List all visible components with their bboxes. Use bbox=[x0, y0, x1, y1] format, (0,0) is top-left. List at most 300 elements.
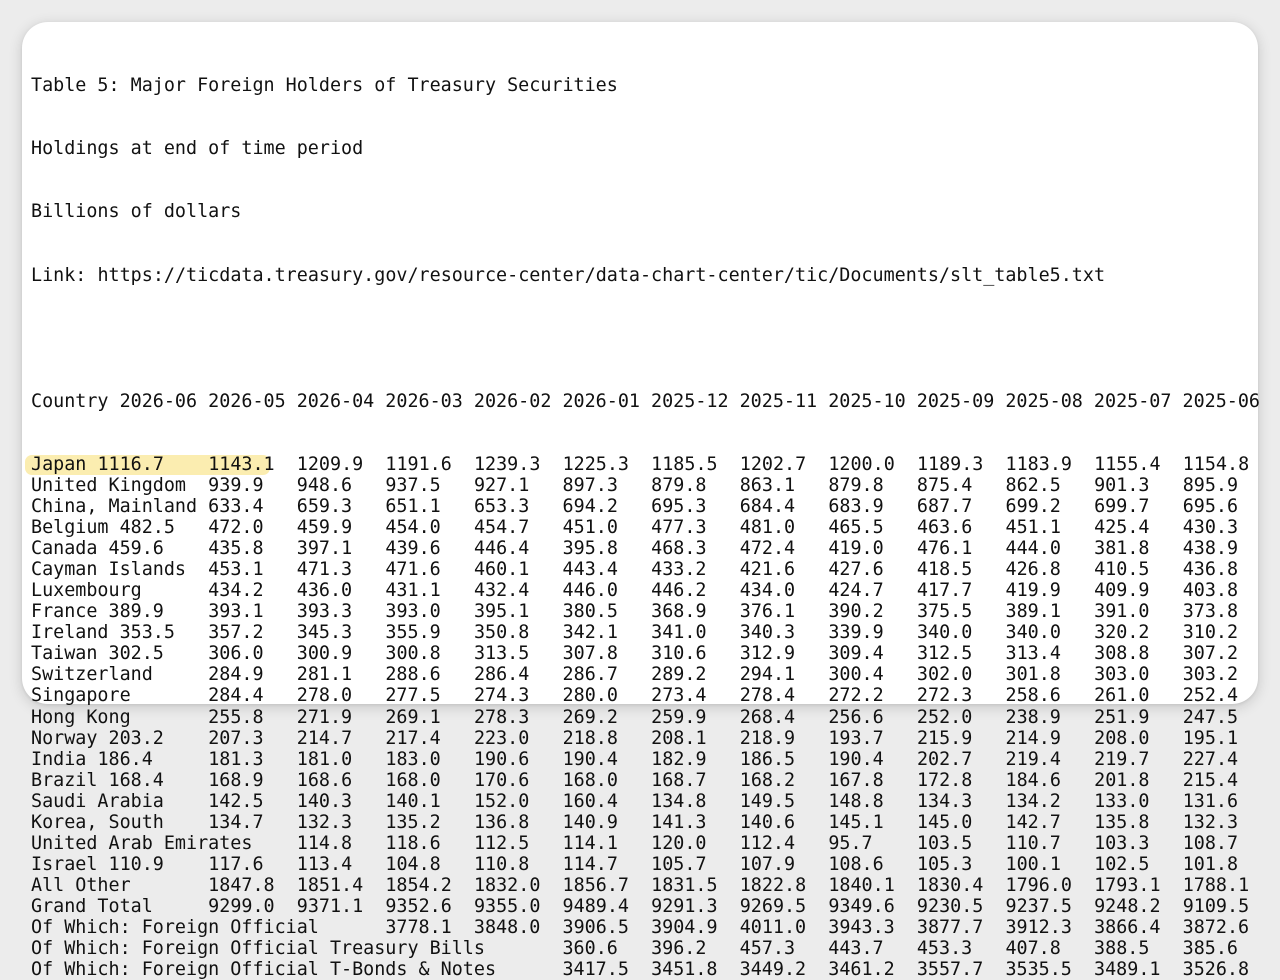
value-cell: 1143.1 bbox=[208, 453, 275, 475]
value-cell: 103.3 bbox=[1094, 832, 1150, 854]
table-body bbox=[31, 453, 1260, 980]
cell-gap bbox=[86, 454, 97, 475]
value-cell: 300.9 bbox=[296, 643, 353, 665]
value-cell: 1832.0 bbox=[473, 874, 541, 896]
cell-gap bbox=[983, 454, 1005, 475]
value-cell: 168.0 bbox=[385, 769, 441, 791]
value-cell: 190.6 bbox=[473, 748, 530, 770]
cell-gap bbox=[1150, 854, 1183, 875]
value-cell: 443.7 bbox=[828, 938, 884, 960]
value-cell: 117.6 bbox=[208, 853, 264, 875]
cell-gap bbox=[884, 728, 917, 749]
value-cell: 268.4 bbox=[739, 706, 796, 728]
cell-gap bbox=[972, 580, 1005, 601]
country-cell: Of Which: Foreign Official T-Bonds & Notes bbox=[31, 959, 497, 980]
value-cell: 937.5 bbox=[385, 474, 441, 496]
value-cell: 294.1 bbox=[739, 664, 796, 686]
value-cell: 152.0 bbox=[473, 790, 530, 812]
cell-gap bbox=[718, 917, 740, 938]
value-cell: 471.3 bbox=[296, 559, 353, 581]
cell-gap bbox=[972, 643, 1005, 664]
value-cell: 145.1 bbox=[828, 811, 884, 833]
cell-gap bbox=[352, 812, 385, 833]
value-cell: 134.3 bbox=[916, 790, 973, 812]
cell-gap bbox=[1061, 580, 1094, 601]
cell-gap bbox=[363, 896, 385, 917]
value-cell: 141.3 bbox=[651, 811, 707, 833]
value-cell: 1154.8 bbox=[1182, 453, 1250, 475]
cell-gap bbox=[1161, 454, 1183, 475]
value-cell: 433.2 bbox=[651, 559, 707, 581]
cell-gap bbox=[164, 601, 208, 622]
cell-gap bbox=[795, 517, 828, 538]
cell-gap bbox=[795, 622, 828, 643]
cell-gap bbox=[164, 854, 208, 875]
cell-gap bbox=[707, 538, 740, 559]
cell-gap bbox=[895, 959, 917, 980]
value-cell: 695.6 bbox=[1182, 496, 1239, 518]
value-cell: 274.3 bbox=[473, 685, 530, 707]
table-row bbox=[31, 833, 1260, 854]
cell-gap bbox=[164, 454, 208, 475]
value-cell: 308.8 bbox=[1094, 643, 1150, 665]
value-cell: 312.9 bbox=[739, 643, 796, 665]
value-cell: 195.1 bbox=[1182, 727, 1239, 749]
value-cell: 1191.6 bbox=[385, 453, 452, 475]
cell-gap bbox=[707, 812, 740, 833]
cell-gap bbox=[707, 496, 740, 517]
cell-gap bbox=[264, 538, 297, 559]
column-header-row bbox=[31, 391, 1260, 412]
cell-gap bbox=[972, 517, 1005, 538]
cell-gap bbox=[795, 580, 828, 601]
cell-gap bbox=[795, 538, 828, 559]
cell-gap bbox=[441, 833, 474, 854]
cell-gap bbox=[529, 475, 562, 496]
source-link[interactable]: https://ticdata.treasury.gov/resource-center/data-chart-center/tic/Documents/slt_table5.txt bbox=[97, 264, 1106, 286]
value-cell: 472.0 bbox=[208, 517, 264, 539]
value-cell: 424.7 bbox=[828, 580, 884, 602]
value-cell: 446.0 bbox=[562, 580, 618, 602]
value-cell: 306.0 bbox=[208, 643, 264, 665]
value-cell: 302.5 bbox=[108, 643, 164, 665]
cell-gap bbox=[264, 643, 297, 664]
value-cell: 342.1 bbox=[562, 622, 618, 644]
cell-gap bbox=[1149, 812, 1182, 833]
value-cell: 340.0 bbox=[916, 622, 973, 644]
value-cell: 9349.6 bbox=[828, 895, 895, 917]
cell-gap bbox=[352, 770, 385, 791]
cell-gap bbox=[1160, 959, 1182, 980]
cell-gap bbox=[873, 833, 917, 854]
cell-gap bbox=[441, 707, 474, 728]
value-cell: 426.8 bbox=[1005, 559, 1061, 581]
cell-gap bbox=[441, 664, 474, 685]
value-cell: 142.7 bbox=[1005, 811, 1061, 833]
cell-gap bbox=[441, 496, 474, 517]
value-cell: 393.0 bbox=[385, 601, 441, 623]
cell-gap bbox=[1150, 770, 1183, 791]
value-cell: 468.3 bbox=[651, 538, 707, 560]
cell-gap bbox=[629, 959, 651, 980]
value-cell: 385.6 bbox=[1182, 938, 1239, 960]
value-cell: 134.8 bbox=[651, 790, 707, 812]
cell-gap bbox=[1150, 643, 1183, 664]
cell-gap bbox=[618, 749, 651, 770]
value-cell: 107.9 bbox=[739, 853, 796, 875]
cell-gap bbox=[540, 917, 562, 938]
value-cell: 389.1 bbox=[1005, 601, 1061, 623]
cell-gap bbox=[197, 496, 208, 517]
cell-gap bbox=[97, 538, 108, 559]
table-row bbox=[31, 959, 1260, 980]
cell-gap bbox=[186, 559, 208, 580]
value-cell: 463.6 bbox=[916, 517, 973, 539]
cell-gap bbox=[629, 896, 651, 917]
value-cell: 1239.3 bbox=[473, 453, 541, 475]
cell-gap bbox=[97, 601, 108, 622]
value-cell: 1793.1 bbox=[1094, 874, 1161, 896]
value-cell: 863.1 bbox=[739, 474, 796, 496]
cell-gap bbox=[352, 517, 385, 538]
cell-gap bbox=[795, 770, 828, 791]
value-cell: 1856.7 bbox=[562, 874, 629, 896]
value-cell: 1831.5 bbox=[651, 874, 718, 896]
cell-gap bbox=[1150, 601, 1183, 622]
value-cell: 454.7 bbox=[473, 517, 530, 539]
cell-gap bbox=[795, 728, 828, 749]
value-cell: 219.4 bbox=[1005, 748, 1061, 770]
value-cell: 653.3 bbox=[473, 496, 530, 518]
value-cell: 465.5 bbox=[828, 517, 884, 539]
table-row bbox=[31, 559, 1260, 580]
cell-gap bbox=[352, 538, 385, 559]
cell-gap bbox=[795, 791, 828, 812]
cell-gap bbox=[884, 538, 917, 559]
cell-gap bbox=[1061, 559, 1094, 580]
cell-gap bbox=[352, 707, 385, 728]
value-cell: 393.3 bbox=[296, 601, 353, 623]
cell-gap bbox=[618, 496, 651, 517]
cell-gap bbox=[441, 622, 474, 643]
cell-gap bbox=[1061, 938, 1094, 959]
value-cell: 193.7 bbox=[828, 727, 884, 749]
cell-gap bbox=[264, 601, 297, 622]
cell-gap bbox=[972, 496, 1005, 517]
value-cell: 102.5 bbox=[1094, 853, 1150, 875]
cell-gap bbox=[707, 601, 740, 622]
value-cell: 948.6 bbox=[296, 474, 353, 496]
cell-gap bbox=[1149, 496, 1182, 517]
cell-gap bbox=[529, 496, 562, 517]
cell-gap bbox=[1061, 791, 1094, 812]
value-cell: 312.5 bbox=[916, 643, 973, 665]
value-cell: 4011.0 bbox=[739, 916, 807, 938]
cell-gap bbox=[441, 791, 474, 812]
cell-gap bbox=[618, 728, 651, 749]
value-cell: 460.1 bbox=[473, 559, 530, 581]
cell-gap bbox=[618, 622, 651, 643]
value-cell: 95.7 bbox=[828, 832, 873, 854]
value-cell: 202.7 bbox=[916, 748, 973, 770]
value-cell: 278.0 bbox=[296, 685, 353, 707]
cell-gap bbox=[164, 538, 208, 559]
cell-gap bbox=[795, 475, 828, 496]
value-cell: 1840.1 bbox=[828, 874, 895, 896]
cell-gap bbox=[972, 538, 1005, 559]
cell-gap bbox=[529, 601, 562, 622]
cell-gap bbox=[97, 728, 108, 749]
cell-gap bbox=[629, 917, 651, 938]
cell-gap bbox=[1061, 496, 1094, 517]
table-row bbox=[31, 538, 1260, 559]
value-cell: 9237.5 bbox=[1005, 895, 1072, 917]
country-cell: United Kingdom bbox=[31, 474, 187, 496]
country-cell: Grand Total bbox=[31, 895, 153, 917]
value-cell: 218.9 bbox=[739, 727, 796, 749]
cell-gap bbox=[441, 601, 474, 622]
value-cell: 375.5 bbox=[916, 601, 973, 623]
cell-gap bbox=[1149, 664, 1182, 685]
table-row bbox=[31, 854, 1260, 875]
value-cell: 3461.2 bbox=[828, 959, 895, 980]
cell-gap bbox=[452, 896, 474, 917]
value-cell: 459.6 bbox=[108, 538, 164, 560]
country-cell: Luxembourg bbox=[31, 580, 142, 602]
cell-gap bbox=[972, 833, 1005, 854]
value-cell: 208.1 bbox=[651, 727, 707, 749]
cell-gap bbox=[529, 854, 562, 875]
value-cell: 3451.8 bbox=[651, 959, 718, 980]
cell-gap bbox=[618, 854, 651, 875]
value-cell: 436.0 bbox=[296, 580, 353, 602]
value-cell: 168.2 bbox=[739, 769, 796, 791]
cell-gap bbox=[164, 770, 208, 791]
value-cell: 286.4 bbox=[473, 664, 530, 686]
value-cell: 875.4 bbox=[916, 474, 973, 496]
value-cell: 659.3 bbox=[296, 496, 353, 518]
cell-gap bbox=[1150, 622, 1183, 643]
cell-gap bbox=[795, 854, 828, 875]
column-header-text: Country 2026-06 2026-05 2026-04 2026-03 2026-02 2026-01 2025-12 2025-11 2025-10 2025-09 2025-08 2025-07 2025-06 bbox=[31, 390, 1261, 412]
value-cell: 3872.6 bbox=[1182, 916, 1250, 938]
value-cell: 181.0 bbox=[296, 748, 353, 770]
cell-gap bbox=[441, 475, 474, 496]
cell-gap bbox=[718, 875, 740, 896]
cell-gap bbox=[164, 728, 208, 749]
cell-gap bbox=[1149, 580, 1182, 601]
cell-gap bbox=[884, 812, 917, 833]
cell-gap bbox=[452, 454, 474, 475]
value-cell: 434.0 bbox=[739, 580, 796, 602]
value-cell: 3866.4 bbox=[1094, 916, 1161, 938]
value-cell: 168.9 bbox=[208, 769, 264, 791]
value-cell: 186.5 bbox=[739, 748, 796, 770]
value-cell: 9371.1 bbox=[296, 895, 364, 917]
value-cell: 901.3 bbox=[1094, 474, 1150, 496]
value-cell: 132.3 bbox=[296, 811, 353, 833]
value-cell: 436.8 bbox=[1182, 559, 1239, 581]
table-row bbox=[31, 475, 1260, 496]
cell-gap bbox=[529, 749, 562, 770]
cell-gap bbox=[1149, 707, 1182, 728]
link-label: Link: bbox=[31, 264, 87, 286]
value-cell: 247.5 bbox=[1182, 706, 1239, 728]
value-cell: 105.7 bbox=[651, 853, 707, 875]
value-cell: 148.8 bbox=[828, 790, 884, 812]
cell-gap bbox=[795, 707, 828, 728]
value-cell: 391.0 bbox=[1094, 601, 1150, 623]
cell-gap bbox=[186, 475, 208, 496]
value-cell: 217.4 bbox=[385, 727, 441, 749]
value-cell: 417.7 bbox=[916, 580, 973, 602]
value-cell: 457.3 bbox=[739, 938, 796, 960]
value-cell: 419.0 bbox=[828, 538, 884, 560]
cell-gap bbox=[707, 643, 740, 664]
cell-gap bbox=[352, 664, 385, 685]
value-cell: 140.3 bbox=[296, 790, 353, 812]
value-cell: 1854.2 bbox=[385, 874, 452, 896]
value-cell: 380.5 bbox=[562, 601, 618, 623]
value-cell: 471.6 bbox=[385, 559, 441, 581]
cell-gap bbox=[441, 749, 474, 770]
value-cell: 1116.7 bbox=[97, 453, 164, 475]
cell-gap bbox=[441, 770, 474, 791]
cell-gap bbox=[795, 664, 828, 685]
value-cell: 3449.2 bbox=[739, 959, 807, 980]
value-cell: 9489.4 bbox=[562, 895, 629, 917]
table-row bbox=[31, 664, 1260, 685]
cell-gap bbox=[795, 833, 828, 854]
country-cell: Korea, South bbox=[31, 811, 164, 833]
cell-gap bbox=[707, 833, 740, 854]
value-cell: 133.0 bbox=[1094, 790, 1150, 812]
cell-gap bbox=[1061, 475, 1094, 496]
cell-gap bbox=[972, 770, 1005, 791]
value-cell: 1202.7 bbox=[739, 453, 807, 475]
cell-gap bbox=[529, 791, 562, 812]
value-cell: 396.2 bbox=[651, 938, 707, 960]
value-cell: 132.3 bbox=[1182, 811, 1239, 833]
cell-gap bbox=[264, 812, 297, 833]
value-cell: 1851.4 bbox=[296, 874, 364, 896]
value-cell: 395.1 bbox=[473, 601, 530, 623]
cell-gap bbox=[264, 517, 297, 538]
value-cell: 353.5 bbox=[119, 622, 175, 644]
cell-gap bbox=[441, 538, 474, 559]
value-cell: 302.0 bbox=[916, 664, 973, 686]
value-cell: 1209.9 bbox=[296, 453, 364, 475]
value-cell: 284.9 bbox=[208, 664, 264, 686]
cell-gap bbox=[352, 791, 385, 812]
value-cell: 409.9 bbox=[1094, 580, 1150, 602]
cell-gap bbox=[718, 454, 740, 475]
cell-gap bbox=[972, 685, 1005, 706]
cell-gap bbox=[718, 959, 740, 980]
cell-gap bbox=[252, 833, 296, 854]
value-cell: 389.9 bbox=[108, 601, 164, 623]
cell-gap bbox=[496, 959, 562, 980]
cell-gap bbox=[529, 770, 562, 791]
cell-gap bbox=[1149, 559, 1182, 580]
value-cell: 9269.5 bbox=[739, 895, 807, 917]
value-cell: 114.1 bbox=[562, 832, 618, 854]
cell-gap bbox=[707, 685, 740, 706]
value-cell: 879.8 bbox=[651, 474, 707, 496]
value-cell: 281.1 bbox=[296, 664, 353, 686]
value-cell: 145.0 bbox=[916, 811, 973, 833]
value-cell: 3778.1 bbox=[385, 916, 452, 938]
cell-gap bbox=[706, 938, 739, 959]
cell-gap bbox=[618, 938, 651, 959]
value-cell: 381.8 bbox=[1094, 538, 1150, 560]
value-cell: 136.8 bbox=[473, 811, 530, 833]
cell-gap bbox=[884, 622, 917, 643]
value-cell: 300.4 bbox=[828, 664, 884, 686]
value-cell: 120.0 bbox=[651, 832, 707, 854]
value-cell: 459.9 bbox=[296, 517, 353, 539]
country-cell: Hong Kong bbox=[31, 706, 131, 728]
cell-gap bbox=[806, 454, 828, 475]
value-cell: 207.3 bbox=[208, 727, 264, 749]
cell-gap bbox=[707, 517, 740, 538]
cell-gap bbox=[352, 475, 385, 496]
cell-gap bbox=[884, 854, 917, 875]
cell-gap bbox=[1061, 538, 1094, 559]
cell-gap bbox=[895, 896, 917, 917]
value-cell: 168.0 bbox=[562, 769, 618, 791]
cell-gap bbox=[352, 601, 385, 622]
country-cell: France bbox=[31, 601, 98, 623]
cell-gap bbox=[618, 685, 651, 706]
value-cell: 108.6 bbox=[828, 853, 884, 875]
cell-gap bbox=[352, 622, 385, 643]
value-cell: 446.2 bbox=[651, 580, 707, 602]
value-cell: 307.2 bbox=[1182, 643, 1239, 665]
value-cell: 3489.1 bbox=[1094, 959, 1161, 980]
value-cell: 427.6 bbox=[828, 559, 884, 581]
cell-gap bbox=[884, 643, 917, 664]
cell-gap bbox=[618, 707, 651, 728]
value-cell: 1822.8 bbox=[739, 874, 807, 896]
value-cell: 355.9 bbox=[385, 622, 441, 644]
table-row bbox=[31, 643, 1260, 664]
value-cell: 451.0 bbox=[562, 517, 618, 539]
cell-gap bbox=[884, 559, 917, 580]
value-cell: 3417.5 bbox=[562, 959, 629, 980]
country-cell: Of Which: Foreign Official Treasury Bills bbox=[31, 938, 485, 960]
cell-gap bbox=[795, 685, 828, 706]
value-cell: 1796.0 bbox=[1005, 874, 1072, 896]
cell-gap bbox=[884, 496, 917, 517]
cell-gap bbox=[707, 664, 740, 685]
value-cell: 167.8 bbox=[828, 769, 884, 791]
cell-gap bbox=[1149, 833, 1182, 854]
value-cell: 454.0 bbox=[385, 517, 441, 539]
value-cell: 1185.5 bbox=[651, 453, 718, 475]
value-cell: 862.5 bbox=[1005, 474, 1061, 496]
value-cell: 134.7 bbox=[208, 811, 264, 833]
value-cell: 393.1 bbox=[208, 601, 264, 623]
value-cell: 651.1 bbox=[385, 496, 441, 518]
cell-gap bbox=[175, 622, 208, 643]
cell-gap bbox=[441, 559, 474, 580]
cell-gap bbox=[363, 454, 385, 475]
cell-gap bbox=[1061, 833, 1094, 854]
cell-gap bbox=[264, 854, 297, 875]
value-cell: 284.4 bbox=[208, 685, 264, 707]
value-cell: 251.9 bbox=[1094, 706, 1150, 728]
